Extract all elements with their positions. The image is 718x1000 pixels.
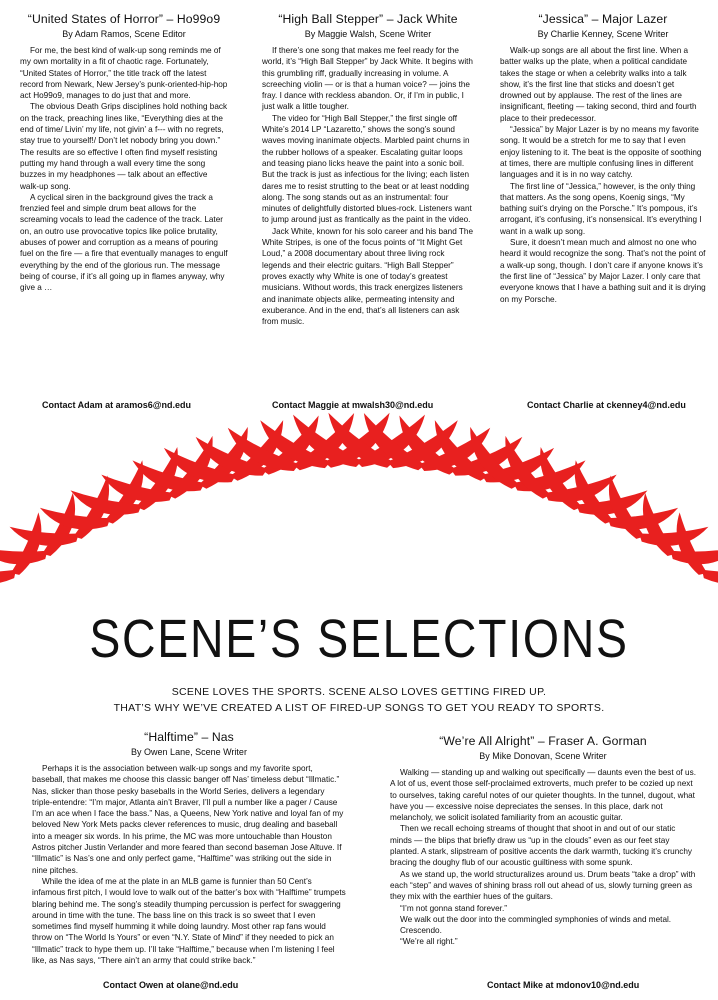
contact-mike: Contact Mike at mdonov10@nd.edu <box>487 980 640 990</box>
paragraph: For me, the best kind of walk-up song reminds me of my own mortality in a fit of chaotic rage. Fortunately, “United States of Horror,” the title track off the latest record from Newark, New Jersey’s punk-oriented-hip-hop act Ho99o9, manages to do just that and more. <box>20 46 228 101</box>
paragraph: While the idea of me at the plate in an MLB game is funnier than 50 Cent’s infamous first pitch, I would love to walk out of the batter’s box with “Halftime” trumpets blaring behind me. The song’s steadily thumping percussion is perfect for swaggering around in time with the tune. The bass line on this track is so sweet that I even sometimes find myself humming it while doing laundry. Most other rap fans would throw on “The World Is Yours” or even “N.Y. State of Mind” if they needed to pick an “Illmatic” track to hype them up. I’ll take “Halftime,” because when I’m listening I feel like, as Nas says, “There ain’t an army that could strike back.” <box>32 876 346 966</box>
paragraph: “I’m not gonna stand forever.” <box>400 903 507 913</box>
contact-charlie: Contact Charlie at ckenney4@nd.edu <box>527 400 686 410</box>
paragraph: Jack White, known for his solo career and his band The White Stripes, is one of the focus points of “It Might Get Loud,” a 2008 documentary about three living rock legends and their electric guitars. “High Ball Stepper” proves exactly why White is one of today’s greatest musicians. Without words, this track energizes listeners and inanimate objects alike, permeating intensity and exuberance. And in the end, that’s all listeners can ask from music. <box>262 226 474 327</box>
article-title: “Jessica” – Major Lazer <box>538 12 668 26</box>
article-body <box>500 45 706 305</box>
paragraph: “Jessica” by Major Lazer is by no means my favorite song. It would be a stretch for me to say that I even enjoy listening to it. The beat is the opposite of soothing at times, there are multiple confusing lines in different languages and it is in no way catchy. <box>500 125 702 180</box>
contact-maggie: Contact Maggie at mwalsh30@nd.edu <box>272 400 434 410</box>
article-high-ball <box>262 12 474 327</box>
article-horror <box>20 12 228 294</box>
paragraph: The obvious Death Grips disciplines hold nothing back on the track, preaching lines like, “Everything dies at the end of time/ Livin’ my life, not givin’ a f--- with no regrets, stay true to yourself!/ Don’t let nobody bring you down.” The results are so effective I often find myself resisting putting my hand through a wall every time the song buzzes in my headphones — talk about an effective walk-up song. <box>20 102 228 191</box>
paragraph: Sure, it doesn’t mean much and almost no one who heard it would recognize the song. That’s not the point of a walk-up song, though. I don’t care if anyone knows it’s the first line of “Jessica” by Major Lazer. I only care that everyone knows that I have a bathing suit and it is drying on my Porsche. <box>500 238 706 304</box>
article-byline: By Adam Ramos, Scene Editor <box>62 29 186 39</box>
article-title: “High Ball Stepper” – Jack White <box>278 12 458 26</box>
contact-owen: Contact Owen at olane@nd.edu <box>103 980 239 990</box>
paragraph: If there’s one song that makes me feel ready for the world, it’s “High Ball Stepper” by Jack White. It begins with this grumbling riff, gradually increasing in volume. A screeching violin — or is that a human voice? — joins the fray. I dance with reckless abandon. Or, if I’m in public, I just walk a little tougher. <box>262 46 473 112</box>
article-halftime <box>32 730 346 966</box>
paragraph: A cyclical siren in the background gives the track a frenzied feel and simple drum beat allows for the screaming vocals to lead the cadence of the track. Later on, an outro use provocative topics like police brutality, abuses of power and corruption as a means of pouring fuel on the fire — a fire that eventually manages to engulf everything by the end of the glorious run. The message being of course, if it’s all going up in flames anyway, why give a … <box>20 192 228 293</box>
paragraph: As we stand up, the world structuralizes around us. Drum beats “take a drop” with each “step” and waves of shining brass roll out ahead of us, slowly turning green as they mix with the earthier hues of the guitars. <box>390 869 696 902</box>
paragraph: The first line of “Jessica,” however, is the only thing that matters. As the song opens, Koenig sings, “My bathing suit’s drying on the Porsche.” It’s pompous, it’s arrogant, it’s confusing, it’s nonsensical. It’s everything I want in a walk up song. <box>500 181 702 236</box>
article-byline: By Mike Donovan, Scene Writer <box>479 751 607 761</box>
article-byline: By Maggie Walsh, Scene Writer <box>304 29 432 39</box>
intro-line: THAT’S WHY WE’VE CREATED A LIST OF FIRED-UP SONGS TO GET YOU READY TO SPORTS. <box>113 702 605 714</box>
article-title: “Halftime” – Nas <box>144 730 234 744</box>
article-body <box>262 45 474 327</box>
paragraph: Crescendo. <box>400 926 442 936</box>
article-body <box>390 767 696 948</box>
paragraph: Then we recall echoing streams of thought that shoot in and out of our static minds — the blips that briefly draw us “up in the clouds” even as our feet stay planted. A stark, slipstream of positive accents the dark warmth, tucking it’s crunchy bracing the doughy flub of our acoustic guiltiness with some spunk. <box>390 824 693 868</box>
paragraph: Walking — standing up and walking out specifically — daunts even the best of us. A lot of us, event those self-proclaimed extroverts, much prefer to be cozied up next to ourselves, taking careful notes of our quieter thoughts. In the tunnel, dugout, what have you — excessive noise depreciates the senses. In this place, dark not melancholy, we solicit isolated familiarity from an acoustic guitar. <box>390 768 696 823</box>
article-jessica <box>500 12 706 305</box>
intro-text <box>0 684 718 716</box>
article-body <box>20 45 228 294</box>
paragraph: The video for “High Ball Stepper,” the first single off White’s 2014 LP “Lazaretto,” shows the song’s sound waves moving inanimate objects. Marbled paint churns in the rubber hollows of a speaker. Escalating guitar loops and teasing piano licks heave the paint into a sonic boil. But the track is just as infectious for the living; each listen dares me to resist strutting to the beat or at least nodding along. The song stands out as an instrumental: four minutes of delightfully distorted blues-rock. Listeners want to jump around just as frantically as the paint in the video. <box>262 113 472 225</box>
paragraph: We walk out the door into the commingled symphonies of winds and metal. <box>400 914 672 924</box>
paragraph: “We’re all right.” <box>400 937 458 947</box>
baseball-stitch-graphic <box>0 410 718 630</box>
intro-line: SCENE LOVES THE SPORTS. SCENE ALSO LOVES GETTING FIRED UP. <box>171 686 547 698</box>
contact-adam: Contact Adam at aramos6@nd.edu <box>42 400 191 410</box>
page-title: SCENE’S SELECTIONS <box>89 609 629 669</box>
article-alright <box>390 734 696 948</box>
paragraph: Perhaps it is the association between walk-up songs and my favorite sport, baseball, that makes me choose this classic banger off Nas’ timeless debut “Illmatic.” Nas, slicker than those pesky baseballs in the World Series, delivers a legendary triple-entendre: “I’m major, Atlanta ain’t Braver, I’ll pull a number like a pager / Cause I’m an ace when I face the bass.” Nas, a Queens, New York native and loyal fan of my beloved New York Mets packs clever references to music, drug dealing and baseball into a meager six words. In his prime, the MC was more untouchable than Houston Astros pitcher Justin Verlander and more feared than second baseman Jose Altuve. If “Illmatic” is Nas’s one and only perfect game, “Halftime” was striking out the side in nine pitches. <box>32 764 344 875</box>
article-title: “We’re All Alright” – Fraser A. Gorman <box>439 734 647 748</box>
article-title: “United States of Horror” – Ho99o9 <box>27 12 221 26</box>
article-byline: By Charlie Kenney, Scene Writer <box>537 29 669 39</box>
article-byline: By Owen Lane, Scene Writer <box>131 747 247 757</box>
paragraph: Walk-up songs are all about the first line. When a batter walks up the plate, when a political candidate takes the stage or when a celebrity walks into a talk show, it’s the first line that sticks and doesn’t get drowned out by applause. The rest of the lines are insignificant, fleeting — taking second, third and fourth place to their predecessor. <box>500 46 697 123</box>
article-body <box>32 763 346 966</box>
